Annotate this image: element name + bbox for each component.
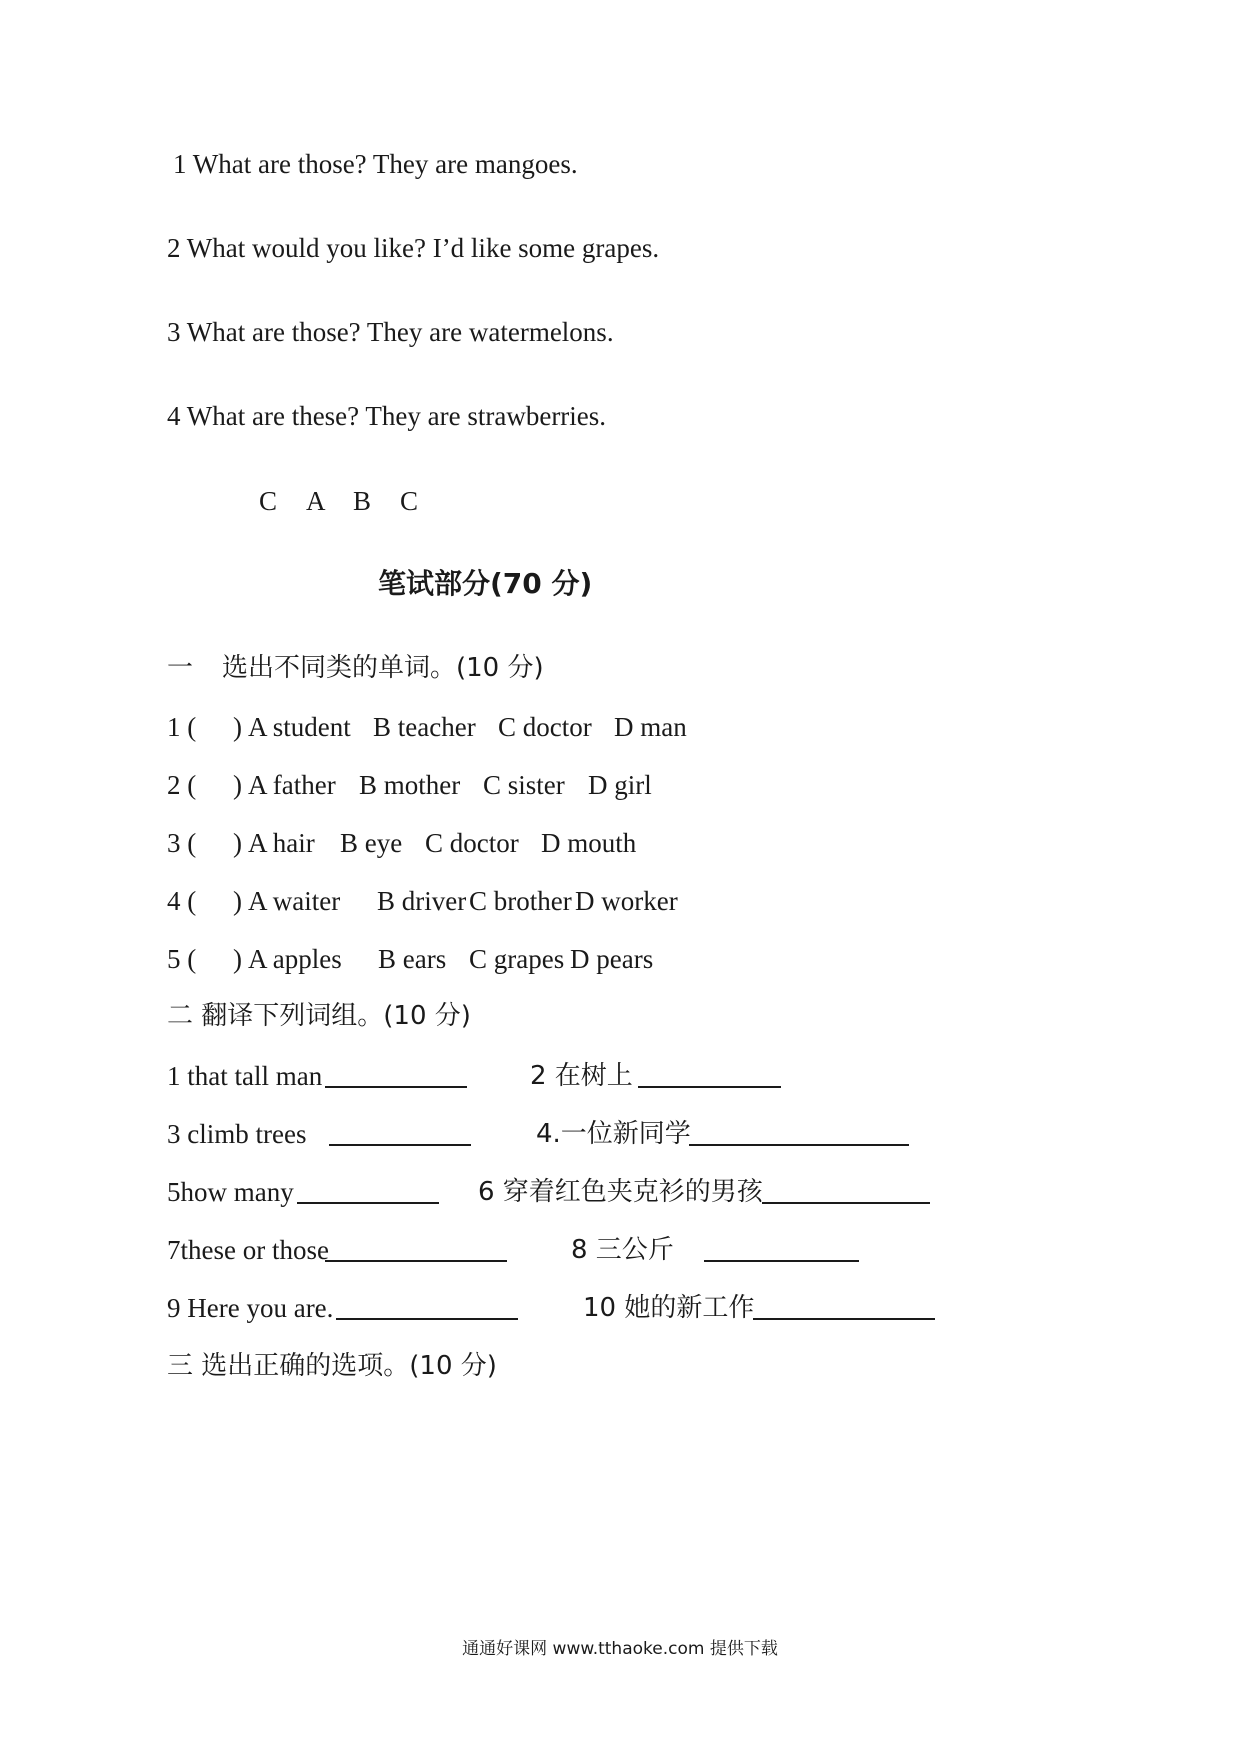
answer-2: A xyxy=(306,486,326,516)
script-line-2: 2 What would you like? I’d like some grapes. xyxy=(167,233,660,263)
answer-3: B xyxy=(353,486,372,516)
option-d: D pears xyxy=(570,944,654,974)
answer-blank[interactable] xyxy=(325,1062,467,1088)
part2-right-8: 8 三公斤 xyxy=(571,1235,674,1265)
option-b: B eye xyxy=(340,828,403,858)
option-a: A waiter xyxy=(248,886,341,916)
option-a: A apples xyxy=(248,944,342,974)
item-number: 1 ( xyxy=(167,712,197,742)
option-b: B mother xyxy=(359,770,461,800)
part2-heading: 二 翻译下列词组。(10 分) xyxy=(167,1001,471,1031)
section-title: 笔试部分(70 分) xyxy=(378,567,593,600)
part2-left-7: 7these or those xyxy=(167,1235,329,1265)
item-number: 4 ( xyxy=(167,886,197,916)
option-d: D girl xyxy=(588,770,652,800)
item-number: 2 ( xyxy=(167,770,197,800)
part2-left-9: 9 Here you are. xyxy=(167,1293,334,1323)
page-footer: 通通好课网 www.tthaoke.com 提供下载 xyxy=(462,1639,778,1659)
part2-left-5: 5how many xyxy=(167,1177,294,1207)
part3-heading: 三 选出正确的选项。(10 分) xyxy=(167,1351,497,1381)
answer-blank[interactable] xyxy=(325,1236,507,1262)
option-b: B driver xyxy=(377,886,467,916)
option-c: C brother xyxy=(469,886,572,916)
part2-right-4: 4.一位新同学 xyxy=(536,1119,691,1149)
script-line-1: 1 What are those? They are mangoes. xyxy=(173,149,578,179)
item-paren-close: ) xyxy=(233,886,242,916)
item-paren-close: ) xyxy=(233,944,242,974)
part2-right-2: 2 在树上 xyxy=(530,1061,633,1091)
option-d: D man xyxy=(614,712,687,742)
answer-blank[interactable] xyxy=(753,1294,935,1320)
part1-heading: 选出不同类的单词。(10 分) xyxy=(222,653,544,683)
part1-heading-num: 一 xyxy=(167,653,194,683)
option-c: C doctor xyxy=(425,828,519,858)
answer-blank[interactable] xyxy=(638,1062,781,1088)
part2-right-10: 10 她的新工作 xyxy=(583,1293,755,1323)
option-d: D mouth xyxy=(541,828,637,858)
answer-blank[interactable] xyxy=(689,1120,909,1146)
item-number: 5 ( xyxy=(167,944,197,974)
part2-left-1: 1 that tall man xyxy=(167,1061,323,1091)
answer-1: C xyxy=(259,486,278,516)
part2-left-3: 3 climb trees xyxy=(167,1119,307,1149)
part2-right-6: 6 穿着红色夹克衫的男孩 xyxy=(478,1177,763,1207)
item-number: 3 ( xyxy=(167,828,197,858)
option-a: A father xyxy=(248,770,336,800)
option-c: C sister xyxy=(483,770,565,800)
answer-blank[interactable] xyxy=(762,1178,930,1204)
option-b: B ears xyxy=(378,944,447,974)
answer-blank[interactable] xyxy=(329,1120,471,1146)
answer-4: C xyxy=(400,486,419,516)
option-a: A student xyxy=(248,712,351,742)
answer-blank[interactable] xyxy=(704,1236,859,1262)
script-line-4: 4 What are these? They are strawberries. xyxy=(167,401,607,431)
answer-blank[interactable] xyxy=(297,1178,439,1204)
answer-blank[interactable] xyxy=(336,1294,518,1320)
option-a: A hair xyxy=(248,828,315,858)
item-paren-close: ) xyxy=(233,712,242,742)
option-d: D worker xyxy=(575,886,678,916)
script-line-3: 3 What are those? They are watermelons. xyxy=(167,317,614,347)
option-c: C grapes xyxy=(469,944,565,974)
item-paren-close: ) xyxy=(233,828,242,858)
option-b: B teacher xyxy=(373,712,476,742)
item-paren-close: ) xyxy=(233,770,242,800)
option-c: C doctor xyxy=(498,712,592,742)
